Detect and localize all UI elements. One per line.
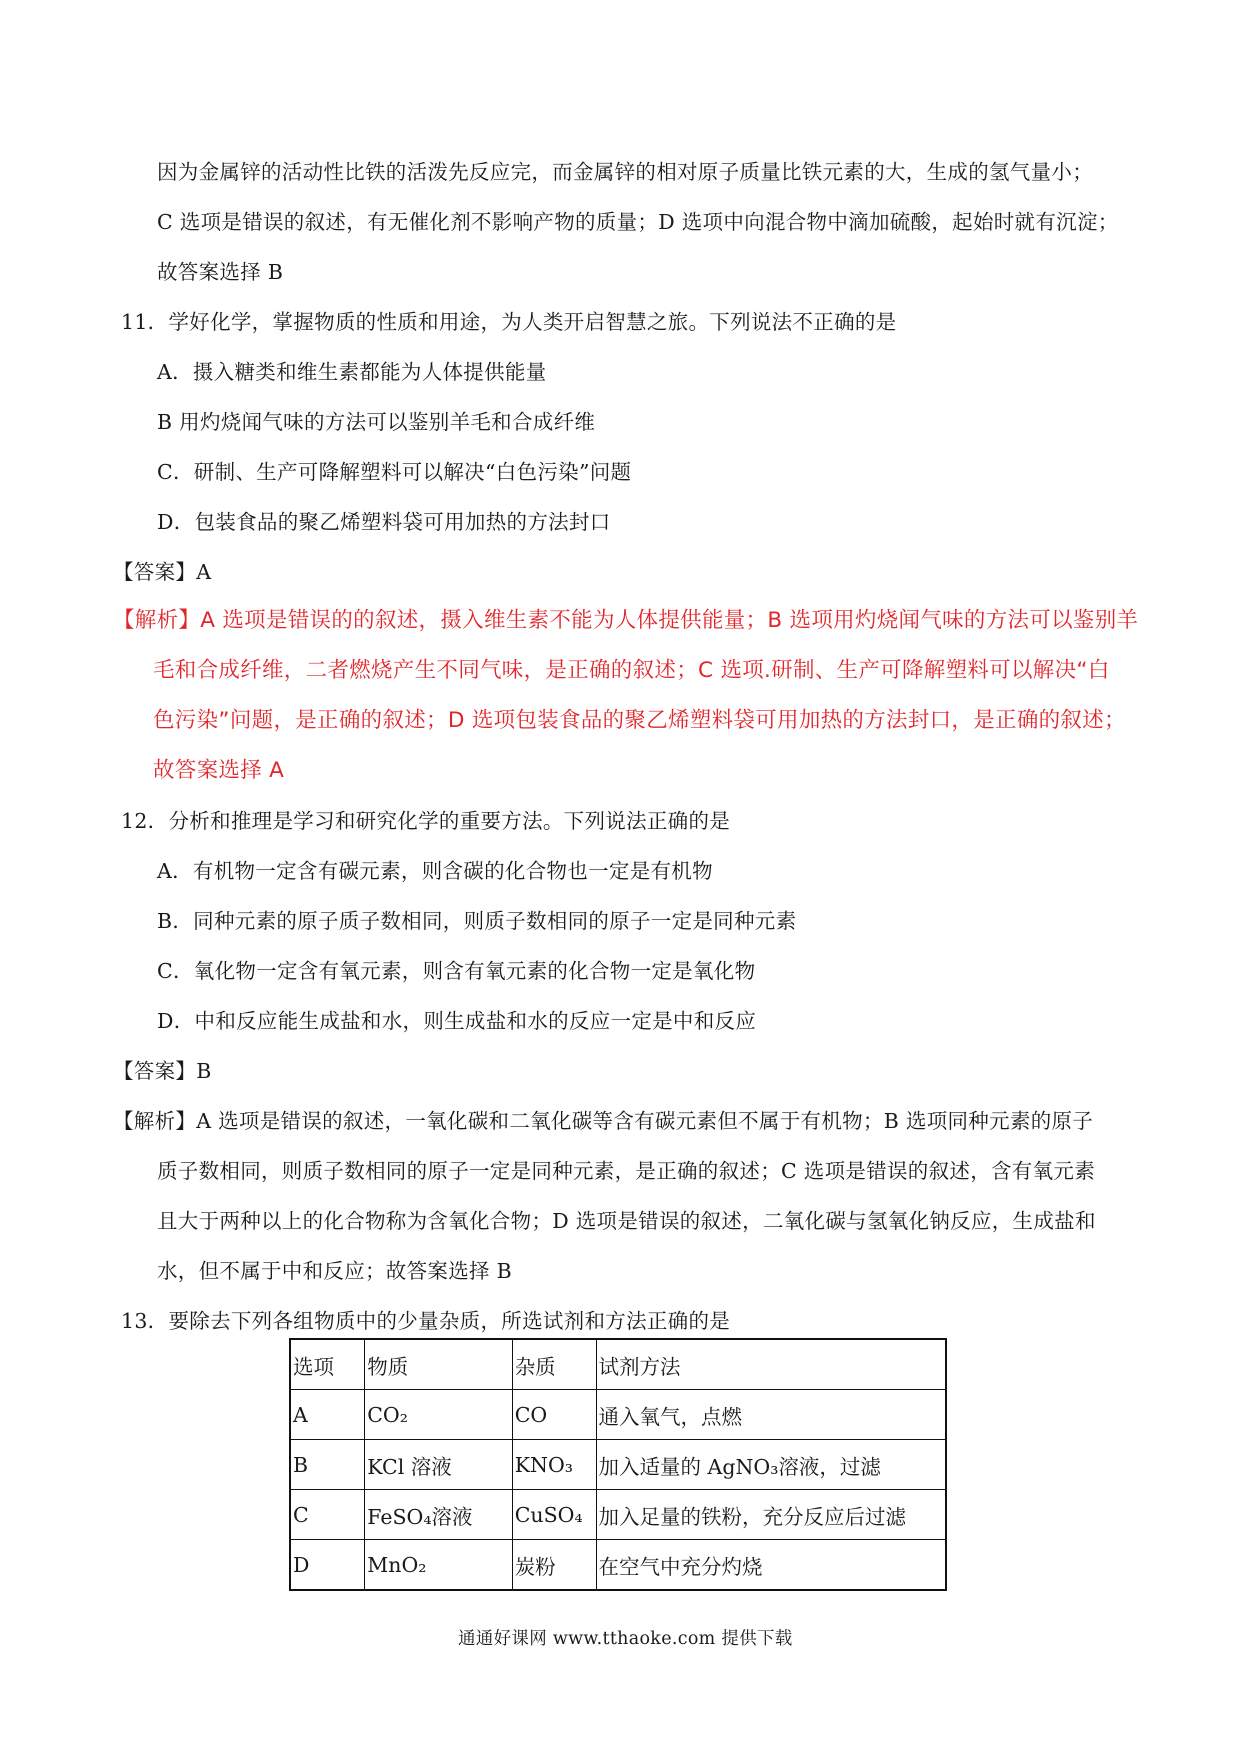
q11-option-d: D．包装食品的聚乙烯塑料袋可用加热的方法封口 xyxy=(157,510,611,534)
q12-option-b: B．同种元素的原子质子数相同，则质子数相同的原子一定是同种元素 xyxy=(157,909,797,933)
table-header-cell: 杂质 xyxy=(512,1339,596,1390)
table-cell: D xyxy=(290,1540,365,1591)
q13-stem: 13．要除去下列各组物质中的少量杂质，所选试剂和方法正确的是 xyxy=(121,1309,731,1333)
table-cell: 加入适量的 AgNO₃溶液，过滤 xyxy=(596,1440,946,1490)
table-row xyxy=(290,1440,946,1490)
q11-option-b: B 用灼烧闻气味的方法可以鉴别羊毛和合成纤维 xyxy=(157,410,596,434)
q11-answer: 【答案】A xyxy=(113,560,212,584)
q12-explanation-line-1: 【解析】A 选项是错误的叙述，一氧化碳和二氧化碳等含有碳元素但不属于有机物；B 选项同种元素的原子 xyxy=(113,1109,1094,1133)
q12-explanation-line-2: 质子数相同，则质子数相同的原子一定是同种元素，是正确的叙述；C 选项是错误的叙述，含有氧元素 xyxy=(157,1159,1095,1183)
table-header-cell: 选项 xyxy=(290,1339,365,1390)
table-cell: B xyxy=(290,1440,365,1490)
table-row xyxy=(290,1540,946,1591)
q10-explanation-line-2: C 选项是错误的叙述，有无催化剂不影响产物的质量；D 选项中向混合物中滴加硫酸，起始时就有沉淀； xyxy=(157,210,1119,234)
table-cell: MnO₂ xyxy=(365,1540,512,1591)
q12-explanation-line-4: 水，但不属于中和反应；故答案选择 B xyxy=(157,1259,512,1283)
q12-stem: 12．分析和推理是学习和研究化学的重要方法。下列说法正确的是 xyxy=(121,809,731,833)
table-cell: 加入足量的铁粉，充分反应后过滤 xyxy=(596,1490,946,1540)
table-cell: A xyxy=(290,1390,365,1440)
q12-option-a: A．有机物一定含有碳元素，则含碳的化合物也一定是有机物 xyxy=(157,859,713,883)
table-cell: CuSO₄ xyxy=(512,1490,596,1540)
q11-explanation-line-4: 故答案选择 A xyxy=(153,758,285,783)
table-header-row xyxy=(290,1339,946,1390)
q12-option-c: C．氧化物一定含有氧元素，则含有氧元素的化合物一定是氧化物 xyxy=(157,959,756,983)
q10-explanation-line-1: 因为金属锌的活动性比铁的活泼先反应完，而金属锌的相对原子质量比铁元素的大，生成的氢气量小； xyxy=(157,160,1093,184)
table-row xyxy=(290,1390,946,1440)
table-cell: 在空气中充分灼烧 xyxy=(596,1540,946,1591)
q12-answer: 【答案】B xyxy=(113,1059,212,1083)
table-cell: 通入氧气，点燃 xyxy=(596,1390,946,1440)
q12-explanation-line-3: 且大于两种以上的化合物称为含氧化合物；D 选项是错误的叙述，二氧化碳与氢氧化钠反应，生成盐和 xyxy=(157,1209,1096,1233)
q11-explanation-line-1: 【解析】A 选项是错误的的叙述，摄入维生素不能为人体提供能量；B 选项用灼烧闻气味的方法可以鉴别羊 xyxy=(113,608,1139,633)
table-cell: FeSO₄溶液 xyxy=(365,1490,512,1540)
reagent-method-table xyxy=(289,1338,947,1591)
table-header-cell: 物质 xyxy=(365,1339,512,1390)
page-footer: 通通好课网 www.tthaoke.com 提供下载 xyxy=(458,1629,793,1649)
q10-explanation-line-3: 故答案选择 B xyxy=(157,260,284,284)
q11-option-a: A．摄入糖类和维生素都能为人体提供能量 xyxy=(157,360,547,384)
table-cell: KCl 溶液 xyxy=(365,1440,512,1490)
table-row xyxy=(290,1490,946,1540)
q11-stem: 11．学好化学，掌握物质的性质和用途，为人类开启智慧之旅。下列说法不正确的是 xyxy=(121,310,897,334)
table-cell: 炭粉 xyxy=(512,1540,596,1591)
table-cell: C xyxy=(290,1490,365,1540)
table-cell: KNO₃ xyxy=(512,1440,596,1490)
table-header-cell: 试剂方法 xyxy=(596,1339,946,1390)
q11-explanation-line-2: 毛和合成纤维，二者燃烧产生不同气味，是正确的叙述；C 选项.研制、生产可降解塑料可以解决“白 xyxy=(153,658,1110,683)
q11-explanation-line-3: 色污染”问题，是正确的叙述；D 选项包装食品的聚乙烯塑料袋可用加热的方法封口，是正确的叙述； xyxy=(153,708,1126,733)
table-cell: CO₂ xyxy=(365,1390,512,1440)
q12-option-d: D．中和反应能生成盐和水，则生成盐和水的反应一定是中和反应 xyxy=(157,1009,757,1033)
table-cell: CO xyxy=(512,1390,596,1440)
q11-option-c: C．研制、生产可降解塑料可以解决“白色污染”问题 xyxy=(157,460,632,484)
